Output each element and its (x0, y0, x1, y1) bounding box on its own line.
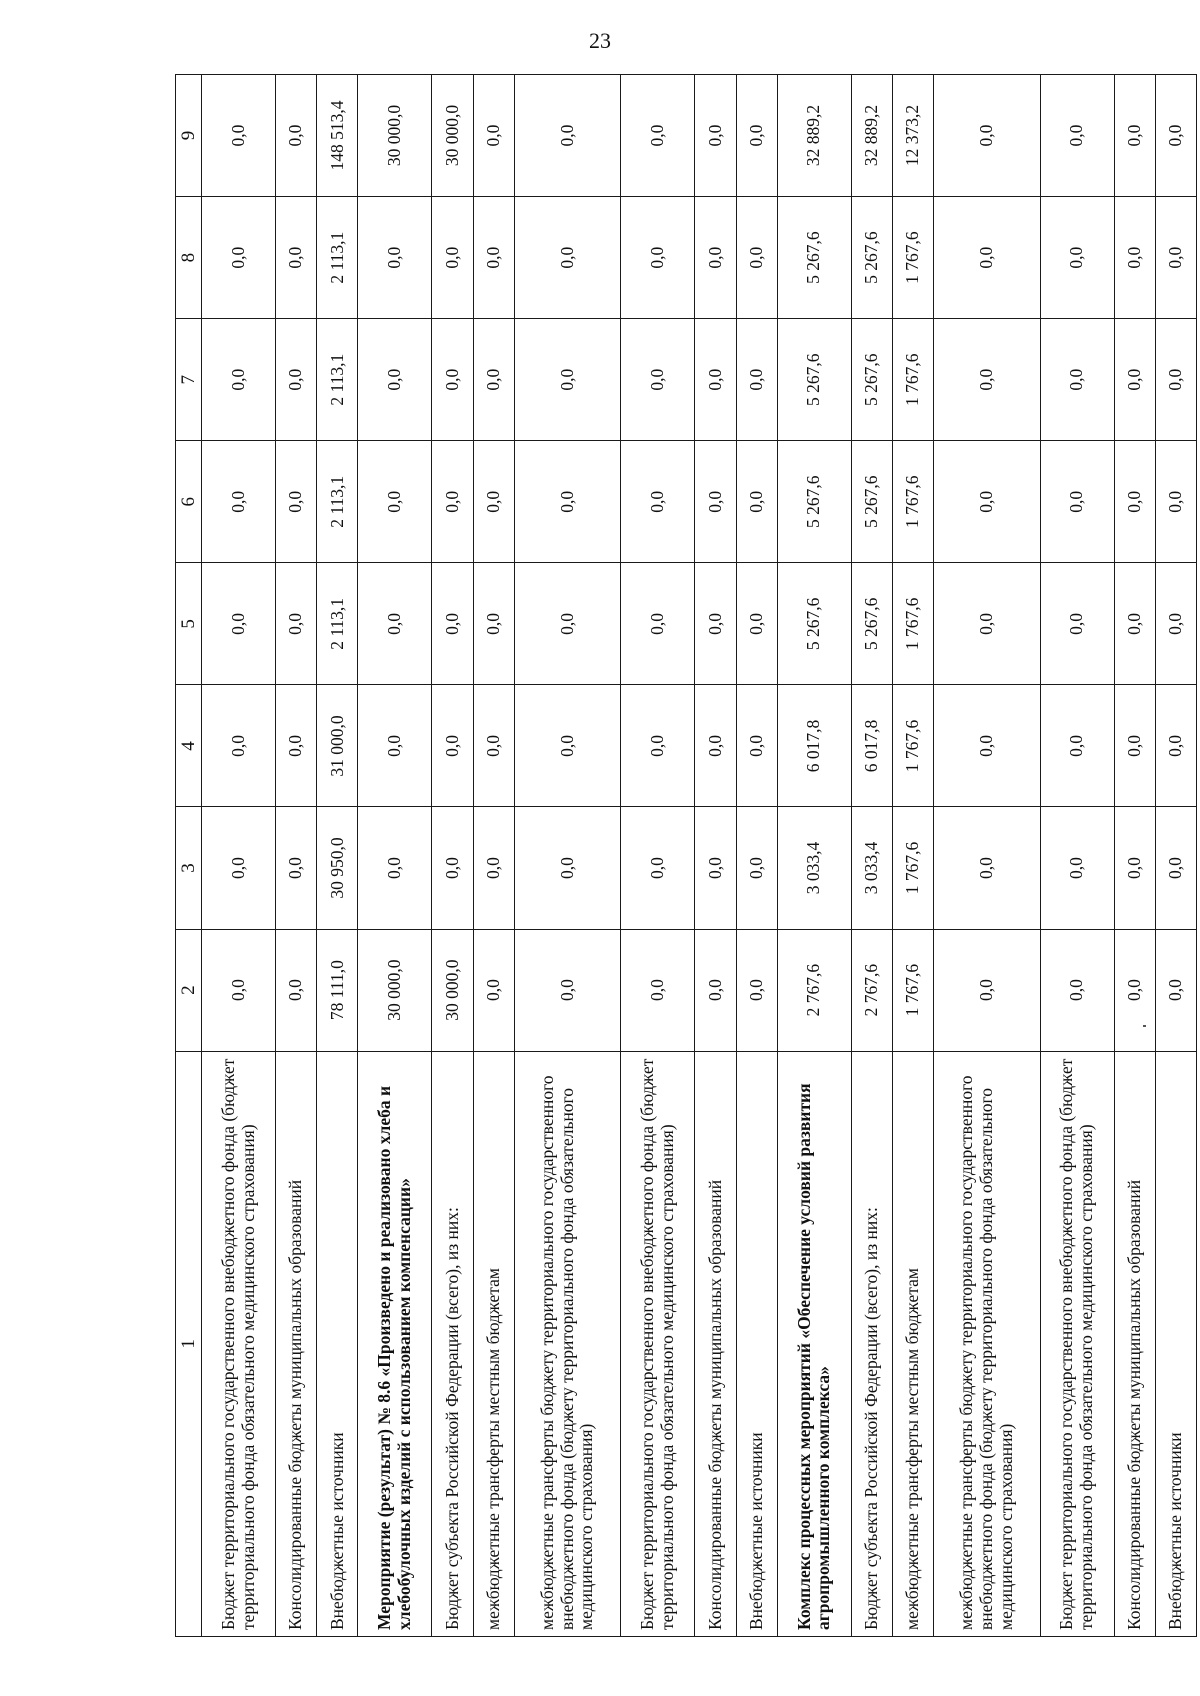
row-label: межбюджетные трансферты местным бюджетам (473, 1051, 514, 1636)
row-label: Внебюджетные источники (736, 1051, 777, 1636)
row-label: межбюджетные трансферты местным бюджетам (892, 1051, 933, 1636)
value-cell: 0,0 (736, 807, 777, 929)
value-cell: 0,0 (736, 929, 777, 1051)
value-cell: 0,0 (358, 197, 432, 319)
value-cell: 5 267,6 (851, 563, 892, 685)
value-cell: 0,0 (933, 563, 1040, 685)
value-cell: 1 767,6 (892, 685, 933, 807)
value-cell: 0,0 (202, 563, 276, 685)
table-row (933, 75, 1040, 1637)
table-row (1040, 75, 1114, 1637)
row-label: Консолидированные бюджеты муниципальных образований (276, 1051, 317, 1636)
row-label: Внебюджетные источники (1155, 1051, 1196, 1636)
value-cell: 0,0 (432, 441, 473, 563)
column-header: 4 (176, 685, 202, 807)
value-cell: 0,0 (1114, 441, 1155, 563)
value-cell: 0,0 (202, 929, 276, 1051)
value-cell: 0,0 (1040, 319, 1114, 441)
row-label: Бюджет территориального государственного внебюджетного фонда (бюджет территориального фонда обязательного медицинского страхования) (202, 1051, 276, 1636)
value-cell: 0,0 (621, 197, 695, 319)
value-cell: 5 267,6 (851, 441, 892, 563)
row-label: Консолидированные бюджеты муниципальных образований (695, 1051, 736, 1636)
value-cell: 12 373,2 (892, 75, 933, 197)
value-cell: 0,0 (1040, 441, 1114, 563)
value-cell: 0,0 (1155, 75, 1196, 197)
value-cell: 0,0 (1155, 929, 1196, 1051)
value-cell: 32 889,2 (851, 75, 892, 197)
value-cell: 0,0 (1155, 807, 1196, 929)
row-label: Бюджет территориального государственного внебюджетного фонда (бюджет территориального фонда обязательного медицинского страхования) (1040, 1051, 1114, 1636)
value-cell: 0,0 (1114, 929, 1155, 1051)
budget-table (175, 74, 1197, 1637)
rotated-table-container (175, 74, 1197, 1637)
value-cell: 0,0 (473, 685, 514, 807)
value-cell: 0,0 (358, 807, 432, 929)
value-cell: 0,0 (933, 929, 1040, 1051)
value-cell: 1 767,6 (892, 929, 933, 1051)
row-label: Бюджет субъекта Российской Федерации (всего), из них: (851, 1051, 892, 1636)
value-cell: 1 767,6 (892, 441, 933, 563)
value-cell: 78 111,0 (317, 929, 358, 1051)
value-cell: 0,0 (432, 319, 473, 441)
value-cell: 0,0 (695, 563, 736, 685)
table-row (317, 75, 358, 1637)
value-cell: 0,0 (1155, 685, 1196, 807)
table-row (202, 75, 276, 1637)
row-label: межбюджетные трансферты бюджету территориального государственного внебюджетного фонда (бюджету территориального фонда обязательного медицинского страхования) (933, 1051, 1040, 1636)
column-header: 2 (176, 929, 202, 1051)
value-cell: 6 017,8 (851, 685, 892, 807)
value-cell: 0,0 (514, 685, 621, 807)
value-cell: 30 000,0 (432, 929, 473, 1051)
table-row (777, 75, 851, 1637)
table-row (358, 75, 432, 1637)
value-cell: 0,0 (1040, 929, 1114, 1051)
value-cell: 0,0 (473, 441, 514, 563)
value-cell: 3 033,4 (777, 807, 851, 929)
column-header: 9 (176, 75, 202, 197)
value-cell: 0,0 (202, 197, 276, 319)
value-cell: 0,0 (276, 807, 317, 929)
value-cell: 0,0 (202, 685, 276, 807)
value-cell: 0,0 (1040, 807, 1114, 929)
value-cell: 0,0 (358, 685, 432, 807)
row-label: Комплекс процессных мероприятий «Обеспечение условий развития агропромышленного комплекса» (777, 1051, 851, 1636)
value-cell: 2 113,1 (317, 319, 358, 441)
value-cell: 0,0 (621, 929, 695, 1051)
row-label: межбюджетные трансферты бюджету территориального государственного внебюджетного фонда (бюджету территориального фонда обязательного медицинского страхования) (514, 1051, 621, 1636)
row-label: Внебюджетные источники (317, 1051, 358, 1636)
value-cell: 0,0 (276, 197, 317, 319)
column-header: 6 (176, 441, 202, 563)
column-header: 3 (176, 807, 202, 929)
column-header: 7 (176, 319, 202, 441)
value-cell: 0,0 (514, 75, 621, 197)
value-cell: 0,0 (736, 563, 777, 685)
value-cell: 0,0 (514, 441, 621, 563)
value-cell: 0,0 (473, 807, 514, 929)
table-row (1155, 75, 1196, 1637)
value-cell: 0,0 (933, 197, 1040, 319)
table-row (695, 75, 736, 1637)
table-row (473, 75, 514, 1637)
value-cell: 0,0 (1040, 563, 1114, 685)
value-cell: 0,0 (933, 441, 1040, 563)
column-header: 5 (176, 563, 202, 685)
value-cell: 0,0 (933, 685, 1040, 807)
value-cell: 1 767,6 (892, 197, 933, 319)
value-cell: 0,0 (473, 75, 514, 197)
value-cell: 5 267,6 (851, 319, 892, 441)
table-row (736, 75, 777, 1637)
value-cell: 0,0 (695, 197, 736, 319)
value-cell: 3 033,4 (851, 807, 892, 929)
value-cell: 0,0 (514, 929, 621, 1051)
value-cell: 0,0 (695, 807, 736, 929)
value-cell: 0,0 (276, 319, 317, 441)
value-cell: 2 113,1 (317, 563, 358, 685)
value-cell: 0,0 (432, 685, 473, 807)
value-cell: 0,0 (621, 563, 695, 685)
value-cell: 2 767,6 (851, 929, 892, 1051)
value-cell: 0,0 (276, 929, 317, 1051)
value-cell: 0,0 (736, 197, 777, 319)
value-cell: 2 113,1 (317, 441, 358, 563)
value-cell: 0,0 (432, 563, 473, 685)
value-cell: 30 000,0 (358, 929, 432, 1051)
value-cell: 1 767,6 (892, 807, 933, 929)
value-cell: 0,0 (1114, 319, 1155, 441)
value-cell: 0,0 (432, 197, 473, 319)
value-cell: 0,0 (202, 441, 276, 563)
value-cell: 0,0 (695, 75, 736, 197)
value-cell: 0,0 (695, 319, 736, 441)
value-cell: 0,0 (202, 807, 276, 929)
value-cell: 0,0 (621, 807, 695, 929)
value-cell: 5 267,6 (777, 563, 851, 685)
table-row (1114, 75, 1155, 1637)
value-cell: 30 000,0 (432, 75, 473, 197)
value-cell: 0,0 (276, 75, 317, 197)
value-cell: 2 767,6 (777, 929, 851, 1051)
value-cell: 0,0 (514, 807, 621, 929)
value-cell: 0,0 (202, 319, 276, 441)
value-cell: 0,0 (736, 685, 777, 807)
value-cell: 0,0 (736, 441, 777, 563)
value-cell: 30 950,0 (317, 807, 358, 929)
value-cell: 0,0 (1040, 197, 1114, 319)
value-cell: 0,0 (695, 929, 736, 1051)
table-body (202, 75, 1197, 1637)
value-cell: 0,0 (1114, 563, 1155, 685)
value-cell: 148 513,4 (317, 75, 358, 197)
value-cell: 5 267,6 (777, 319, 851, 441)
value-cell: 5 267,6 (851, 197, 892, 319)
value-cell: 0,0 (358, 563, 432, 685)
scan-mark (1143, 1025, 1146, 1027)
value-cell: 0,0 (514, 563, 621, 685)
value-cell: 0,0 (473, 197, 514, 319)
value-cell: 0,0 (1155, 197, 1196, 319)
value-cell: 0,0 (1114, 685, 1155, 807)
value-cell: 32 889,2 (777, 75, 851, 197)
value-cell: 6 017,8 (777, 685, 851, 807)
value-cell: 0,0 (1114, 807, 1155, 929)
value-cell: 0,0 (358, 441, 432, 563)
value-cell: 0,0 (1040, 75, 1114, 197)
value-cell: 0,0 (621, 685, 695, 807)
value-cell: 30 000,0 (358, 75, 432, 197)
value-cell: 5 267,6 (777, 441, 851, 563)
column-header: 8 (176, 197, 202, 319)
table-header-row (176, 75, 202, 1637)
value-cell: 0,0 (276, 441, 317, 563)
value-cell: 0,0 (473, 929, 514, 1051)
table-row (621, 75, 695, 1637)
row-label: Консолидированные бюджеты муниципальных образований (1114, 1051, 1155, 1636)
value-cell: 0,0 (933, 75, 1040, 197)
value-cell: 0,0 (276, 563, 317, 685)
value-cell: 2 113,1 (317, 197, 358, 319)
value-cell: 0,0 (1114, 197, 1155, 319)
value-cell: 0,0 (621, 319, 695, 441)
value-cell: 0,0 (432, 807, 473, 929)
value-cell: 0,0 (736, 75, 777, 197)
table-row (432, 75, 473, 1637)
value-cell: 0,0 (202, 75, 276, 197)
table-row (892, 75, 933, 1637)
value-cell: 31 000,0 (317, 685, 358, 807)
table-row (276, 75, 317, 1637)
value-cell: 1 767,6 (892, 563, 933, 685)
value-cell: 0,0 (1155, 563, 1196, 685)
row-label: Бюджет субъекта Российской Федерации (всего), из них: (432, 1051, 473, 1636)
value-cell: 5 267,6 (777, 197, 851, 319)
value-cell: 0,0 (695, 685, 736, 807)
table-row (851, 75, 892, 1637)
value-cell: 0,0 (1155, 441, 1196, 563)
value-cell: 0,0 (621, 75, 695, 197)
row-label: Мероприятие (результат) № 8.6 «Произведено и реализовано хлеба и хлебобулочных изделий с использованием компенсации» (358, 1051, 432, 1636)
value-cell: 0,0 (621, 441, 695, 563)
value-cell: 0,0 (358, 319, 432, 441)
value-cell: 0,0 (1114, 75, 1155, 197)
value-cell: 0,0 (276, 685, 317, 807)
value-cell: 1 767,6 (892, 319, 933, 441)
value-cell: 0,0 (695, 441, 736, 563)
column-header: 1 (176, 1051, 202, 1636)
value-cell: 0,0 (1155, 319, 1196, 441)
value-cell: 0,0 (473, 319, 514, 441)
value-cell: 0,0 (933, 319, 1040, 441)
value-cell: 0,0 (473, 563, 514, 685)
value-cell: 0,0 (514, 319, 621, 441)
row-label: Бюджет территориального государственного внебюджетного фонда (бюджет территориального фонда обязательного медицинского страхования) (621, 1051, 695, 1636)
value-cell: 0,0 (933, 807, 1040, 929)
value-cell: 0,0 (514, 197, 621, 319)
value-cell: 0,0 (1040, 685, 1114, 807)
value-cell: 0,0 (736, 319, 777, 441)
page-number: 23 (589, 28, 611, 53)
table-row (514, 75, 621, 1637)
